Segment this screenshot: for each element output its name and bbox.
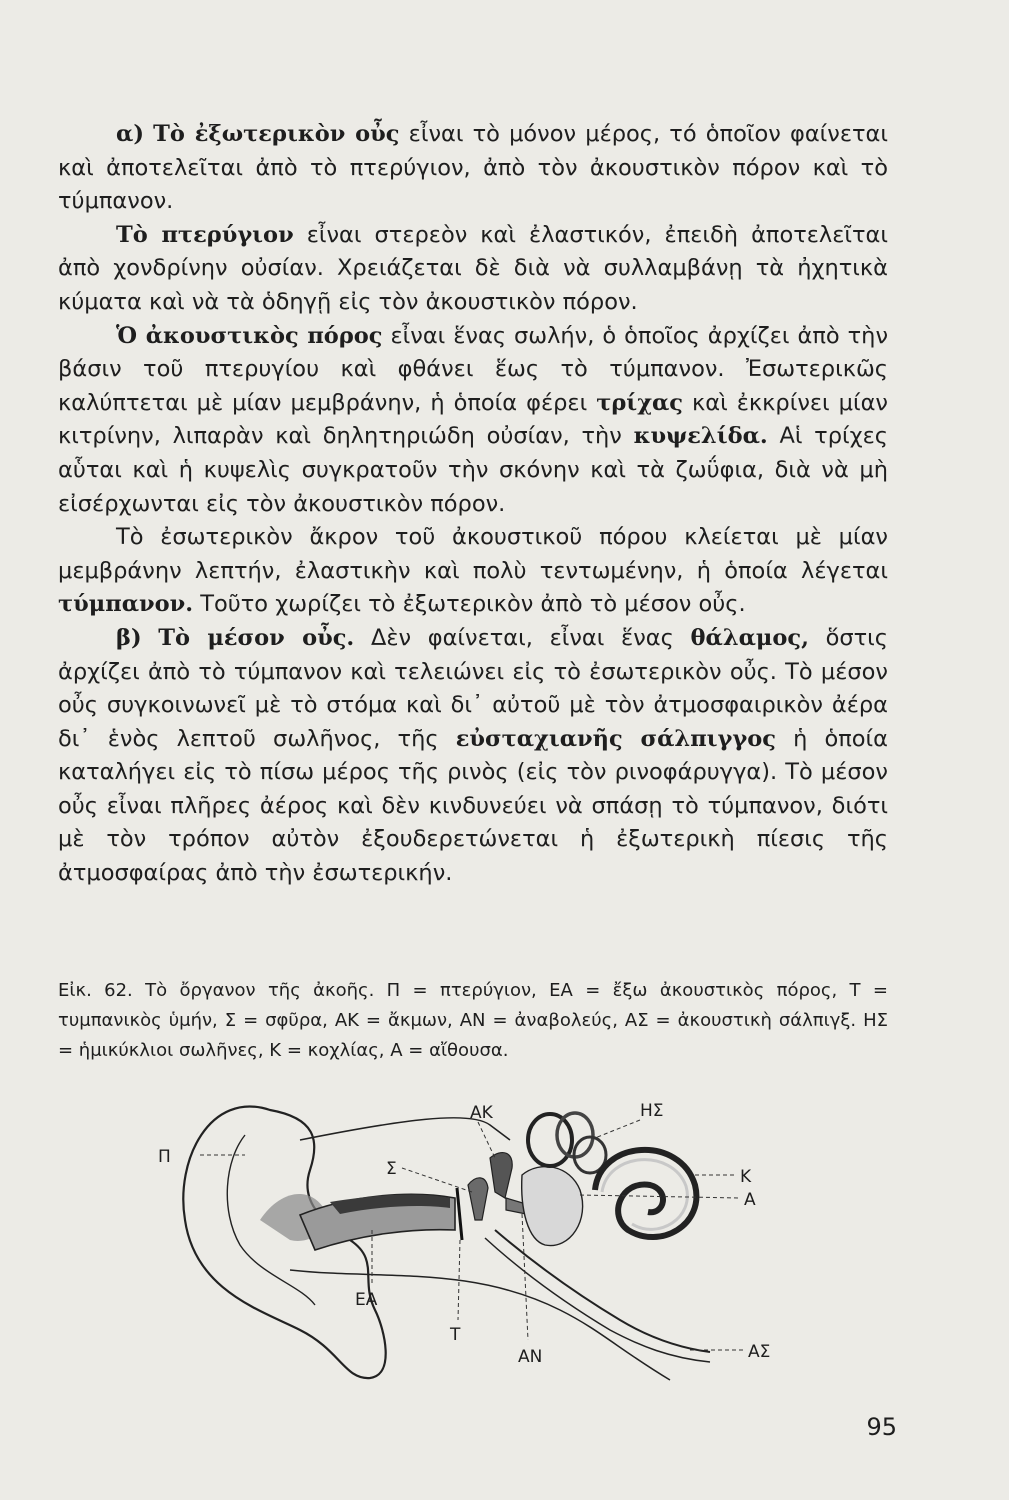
- label-stapes: ΑΝ: [518, 1347, 543, 1367]
- body-text: [58, 118, 888, 891]
- eustachian-tube-shape-2: [485, 1238, 710, 1362]
- term-eardrum: τύμπανον.: [58, 591, 194, 618]
- page-number: 95: [866, 1413, 897, 1441]
- label-ear-canal: ΕΑ: [355, 1290, 378, 1310]
- label-pinna: Π: [158, 1147, 171, 1167]
- bone-outline-lower: [290, 1270, 670, 1380]
- cochlea-shape: [595, 1150, 696, 1237]
- paragraph-eardrum: [58, 521, 888, 622]
- term-earwax: κυψελίδα.: [633, 423, 768, 450]
- heading-middle-ear: Τὸ μέσον οὖς.: [158, 624, 355, 651]
- incus-shape: [490, 1153, 512, 1198]
- label-malleus: Σ: [386, 1159, 397, 1179]
- figure-caption: Εἰκ. 62. Τὸ ὄργανον τῆς ἀκοῆς. Π = πτερύγιον, ΕΑ = ἔξω ἀκουστικὸς πόρος, Τ = τυμπανικὸς ὑμήν, Σ = σφῦρα, ΑΚ = ἄκμων, ΑΝ = ἀναβολεύς, ΑΣ = ἀκουστικὴ σάλπιγξ. ΗΣ = ἡμικύκλιοι σωλῆνες, Κ = κοχλίας, Α = αἴθουσα.: [58, 980, 888, 1061]
- label-eustachian-tube: ΑΣ: [748, 1342, 771, 1362]
- text-middle-ear-3: ἡ ὁποία καταλήγει εἰς τὸ πίσω μέρος τῆς ρινὸς (εἰς τὸν ρινοφάρυγγα). Τὸ μέσον οὖς εἶναι πλῆρες ἀέρος καὶ δὲν κινδυνεύει νὰ σπάσῃ τὸ τύμπανον, διότι μὲ τὸν τρόπον αὐτὸν ἐξουδερετώνεται ἡ ἐξωτερικὴ πίεσις τῆς ἀτμοσφαίρας ἀπὸ τὴν ἐσωτερικήν.: [58, 725, 889, 887]
- text-ear-canal-3: Αἱ τρίχες αὗται καὶ ἡ κυψελὶς συγκρατοῦν τὴν σκόνην καὶ τὰ ζωΰφια, διὰ νὰ μὴ εἰσέρχωνται εἰς τὸν ἀκουστικὸν πόρον.: [58, 423, 888, 517]
- term-hairs: τρίχας: [596, 389, 684, 416]
- label-semicircular-canals: ΗΣ: [640, 1101, 664, 1121]
- text-outer-ear: εἶναι τὸ μόνον μέρος, τό ὁποῖον φαίνεται καὶ ἀποτελεῖται ἀπὸ τὸ πτερύγιον, ἀπὸ τὸν ἀκουστικὸν πόρον καὶ τὸ τύμπανον.: [58, 121, 888, 215]
- semicircular-canal-1: [528, 1114, 572, 1166]
- heading-outer-ear: Τὸ ἐξωτερικὸν οὖς: [153, 121, 400, 147]
- heading-ear-canal: Ὁ ἀκουστικὸς πόρος: [116, 322, 383, 349]
- section-marker-b: β): [116, 624, 142, 651]
- paragraph-outer-ear: [58, 118, 888, 219]
- text-middle-ear-1: Δὲν φαίνεται, εἶναι ἕνας: [354, 624, 691, 651]
- text-eardrum-2: Τοῦτο χωρίζει τὸ ἐξωτερικὸν ἀπὸ τὸ μέσον οὖς.: [193, 591, 746, 618]
- ear-diagram-svg: [150, 1080, 790, 1390]
- malleus-shape: [468, 1178, 488, 1220]
- section-marker-a: α): [116, 121, 144, 147]
- paragraph-middle-ear: [58, 622, 888, 891]
- ear-diagram: [150, 1080, 790, 1390]
- text-eardrum-1: Τὸ ἐσωτερικὸν ἄκρον τοῦ ἀκουστικοῦ πόρου κλείεται μὲ μίαν μεμβράνην λεπτήν, ἐλαστικὴν καὶ πολὺ τεντωμένην, ἡ ὁποία λέγεται: [58, 524, 888, 584]
- heading-pinna: Τὸ πτερύγιον: [116, 221, 294, 248]
- paragraph-ear-canal: [58, 320, 888, 522]
- text-ear-canal-2: καὶ ἐκκρίνει μίαν κιτρίνην, λιπαρὰν καὶ δηλητηριώδη οὐσίαν, τὴν: [58, 389, 888, 450]
- leader-hs: [595, 1120, 640, 1138]
- leader-an: [522, 1214, 528, 1340]
- paragraph-pinna: [58, 219, 888, 320]
- label-incus: ΑΚ: [470, 1103, 493, 1123]
- label-vestibule: Α: [744, 1190, 756, 1210]
- label-tympanic: Τ: [450, 1325, 461, 1345]
- vestibule-shape: [522, 1167, 583, 1246]
- term-eustachian-tube: εὐσταχιανῆς σάλπιγγος: [455, 725, 776, 752]
- cochlea-inner: [602, 1160, 687, 1230]
- text-pinna: εἶναι στερεὸν καὶ ἐλαστικόν, ἐπειδὴ ἀποτελεῖται ἀπὸ χονδρίνην οὐσίαν. Χρειάζεται δὲ διὰ νὰ συλλαμβάνῃ τὰ ἠχητικὰ κύματα καὶ νὰ τὰ ὁδηγῇ εἰς τὸν ἀκουστικὸν πόρον.: [58, 221, 888, 315]
- label-cochlea: Κ: [740, 1167, 752, 1187]
- text-middle-ear-2: ὅστις ἀρχίζει ἀπὸ τὸ τύμπανον καὶ τελειώνει εἰς τὸ ἐσωτερικὸν οὖς. Τὸ μέσον οὖς συγκοινωνεῖ μὲ τὸ στόμα καὶ δι᾿ αὐτοῦ μὲ τὸν ἀτμοσφαιρικὸν ἀέρα δι᾿ ἑνὸς λεπτοῦ σωλῆνος, τῆς: [58, 624, 888, 752]
- pinna-shape: [183, 1107, 385, 1379]
- text-ear-canal-1: εἶναι ἕνας σωλήν, ὁ ὁποῖος ἀρχίζει ἀπὸ τὴν βάσιν τοῦ πτερυγίου καὶ φθάνει ἕως τὸ τύμπανον. Ἐσωτερικῶς καλύπτεται μὲ μίαν μεμβράνην, ἡ ὁποία φέρει: [58, 322, 889, 416]
- leader-s: [402, 1168, 472, 1192]
- term-chamber: θάλαμος,: [690, 624, 809, 651]
- eardrum-line: [457, 1188, 462, 1240]
